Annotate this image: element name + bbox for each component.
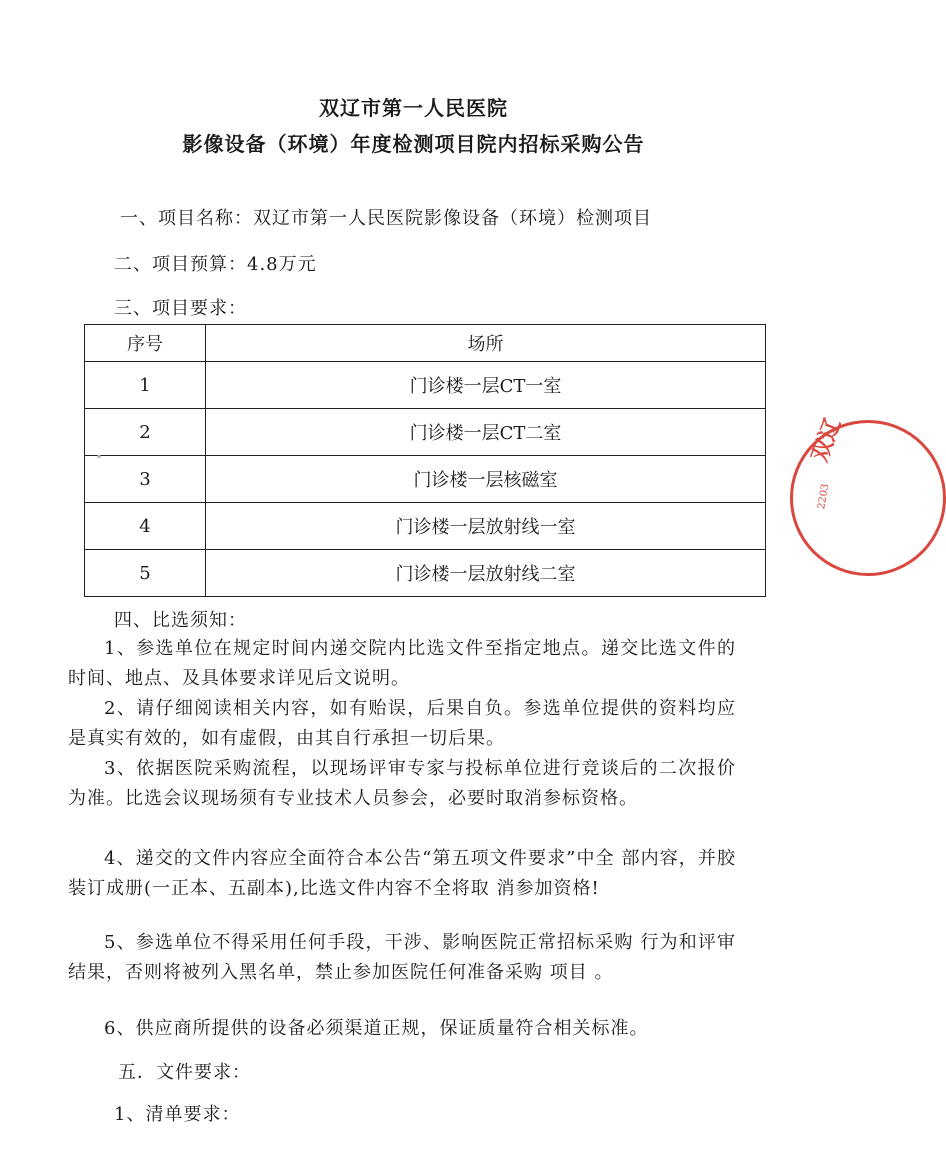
table-header-row: [85, 325, 766, 362]
notice-item-6: 6、供应商所提供的设备必须渠道正规，保证质量符合相关标准。: [104, 1018, 649, 1039]
row-number: 1: [85, 362, 206, 409]
table-row: [85, 503, 766, 550]
row-place: 门诊楼一层放射线一室: [206, 503, 766, 550]
table-row: [85, 409, 766, 456]
notice-item-5: 5、参选单位不得采用任何手段，干涉、影响医院正常招标采购 行为和评审结果，否则将被列入黑名单，禁止参加医院任何准备采购 项目 。: [68, 932, 736, 983]
row-place: 门诊楼一层CT一室: [206, 362, 766, 409]
row-number: 5: [85, 550, 206, 597]
section-bidding-notice: 四、比选须知：: [114, 610, 247, 631]
section-project-budget: 二、项目预算：4.8万元: [114, 254, 317, 275]
notice-item-2: 2、请仔细阅读相关内容，如有贻误，后果自负。参选单位提供的资料均应是真实有效的，如有虚假，由其自行承担一切后果。: [68, 698, 736, 749]
section-list-requirements: 1、清单要求：: [114, 1104, 241, 1125]
document-title-hospital: 双辽市第一人民医院: [319, 96, 508, 120]
row-number: 3: [85, 456, 206, 503]
header-place: 场所: [206, 325, 766, 362]
seal-text: 双辽: [806, 415, 847, 466]
notice-item-3: 3、依据医院采购流程，以现场评审专家与投标单位进行竞谈后的二次报价为准。比选会议现场须有专业技术人员参会，必要时取消参标资格。: [68, 758, 736, 809]
row-number: 4: [85, 503, 206, 550]
row-place: 门诊楼一层核磁室: [206, 456, 766, 503]
scan-mark: [97, 455, 101, 458]
section-project-requirements: 三、项目要求：: [114, 298, 247, 319]
row-place: 门诊楼一层放射线二室: [206, 550, 766, 597]
document-title-notice: 影像设备（环境）年度检测项目院内招标采购公告: [182, 132, 645, 156]
row-place: 门诊楼一层CT二室: [206, 409, 766, 456]
official-seal: [790, 415, 946, 576]
table-row: [85, 550, 766, 597]
notice-item-4: 4、递交的文件内容应全面符合本公告“第五项文件要求”中全 部内容，并胶装订成册(一正本、五副本),比选文件内容不全将取 消参加资格!: [68, 848, 736, 899]
requirements-table: [84, 324, 766, 597]
header-number: 序号: [85, 325, 206, 362]
section-project-name: 一、项目名称：双辽市第一人民医院影像设备（环境）检测项目: [120, 208, 652, 229]
seal-number: 2203: [816, 483, 832, 510]
row-number: 2: [85, 409, 206, 456]
section-document-requirements: 五．文件要求：: [118, 1062, 251, 1083]
table-row: [85, 456, 766, 503]
table-row: [85, 362, 766, 409]
notice-item-1: 1、参选单位在规定时间内递交院内比选文件至指定地点。递交比选文件的时间、地点、及具体要求详见后文说明。: [68, 638, 736, 689]
